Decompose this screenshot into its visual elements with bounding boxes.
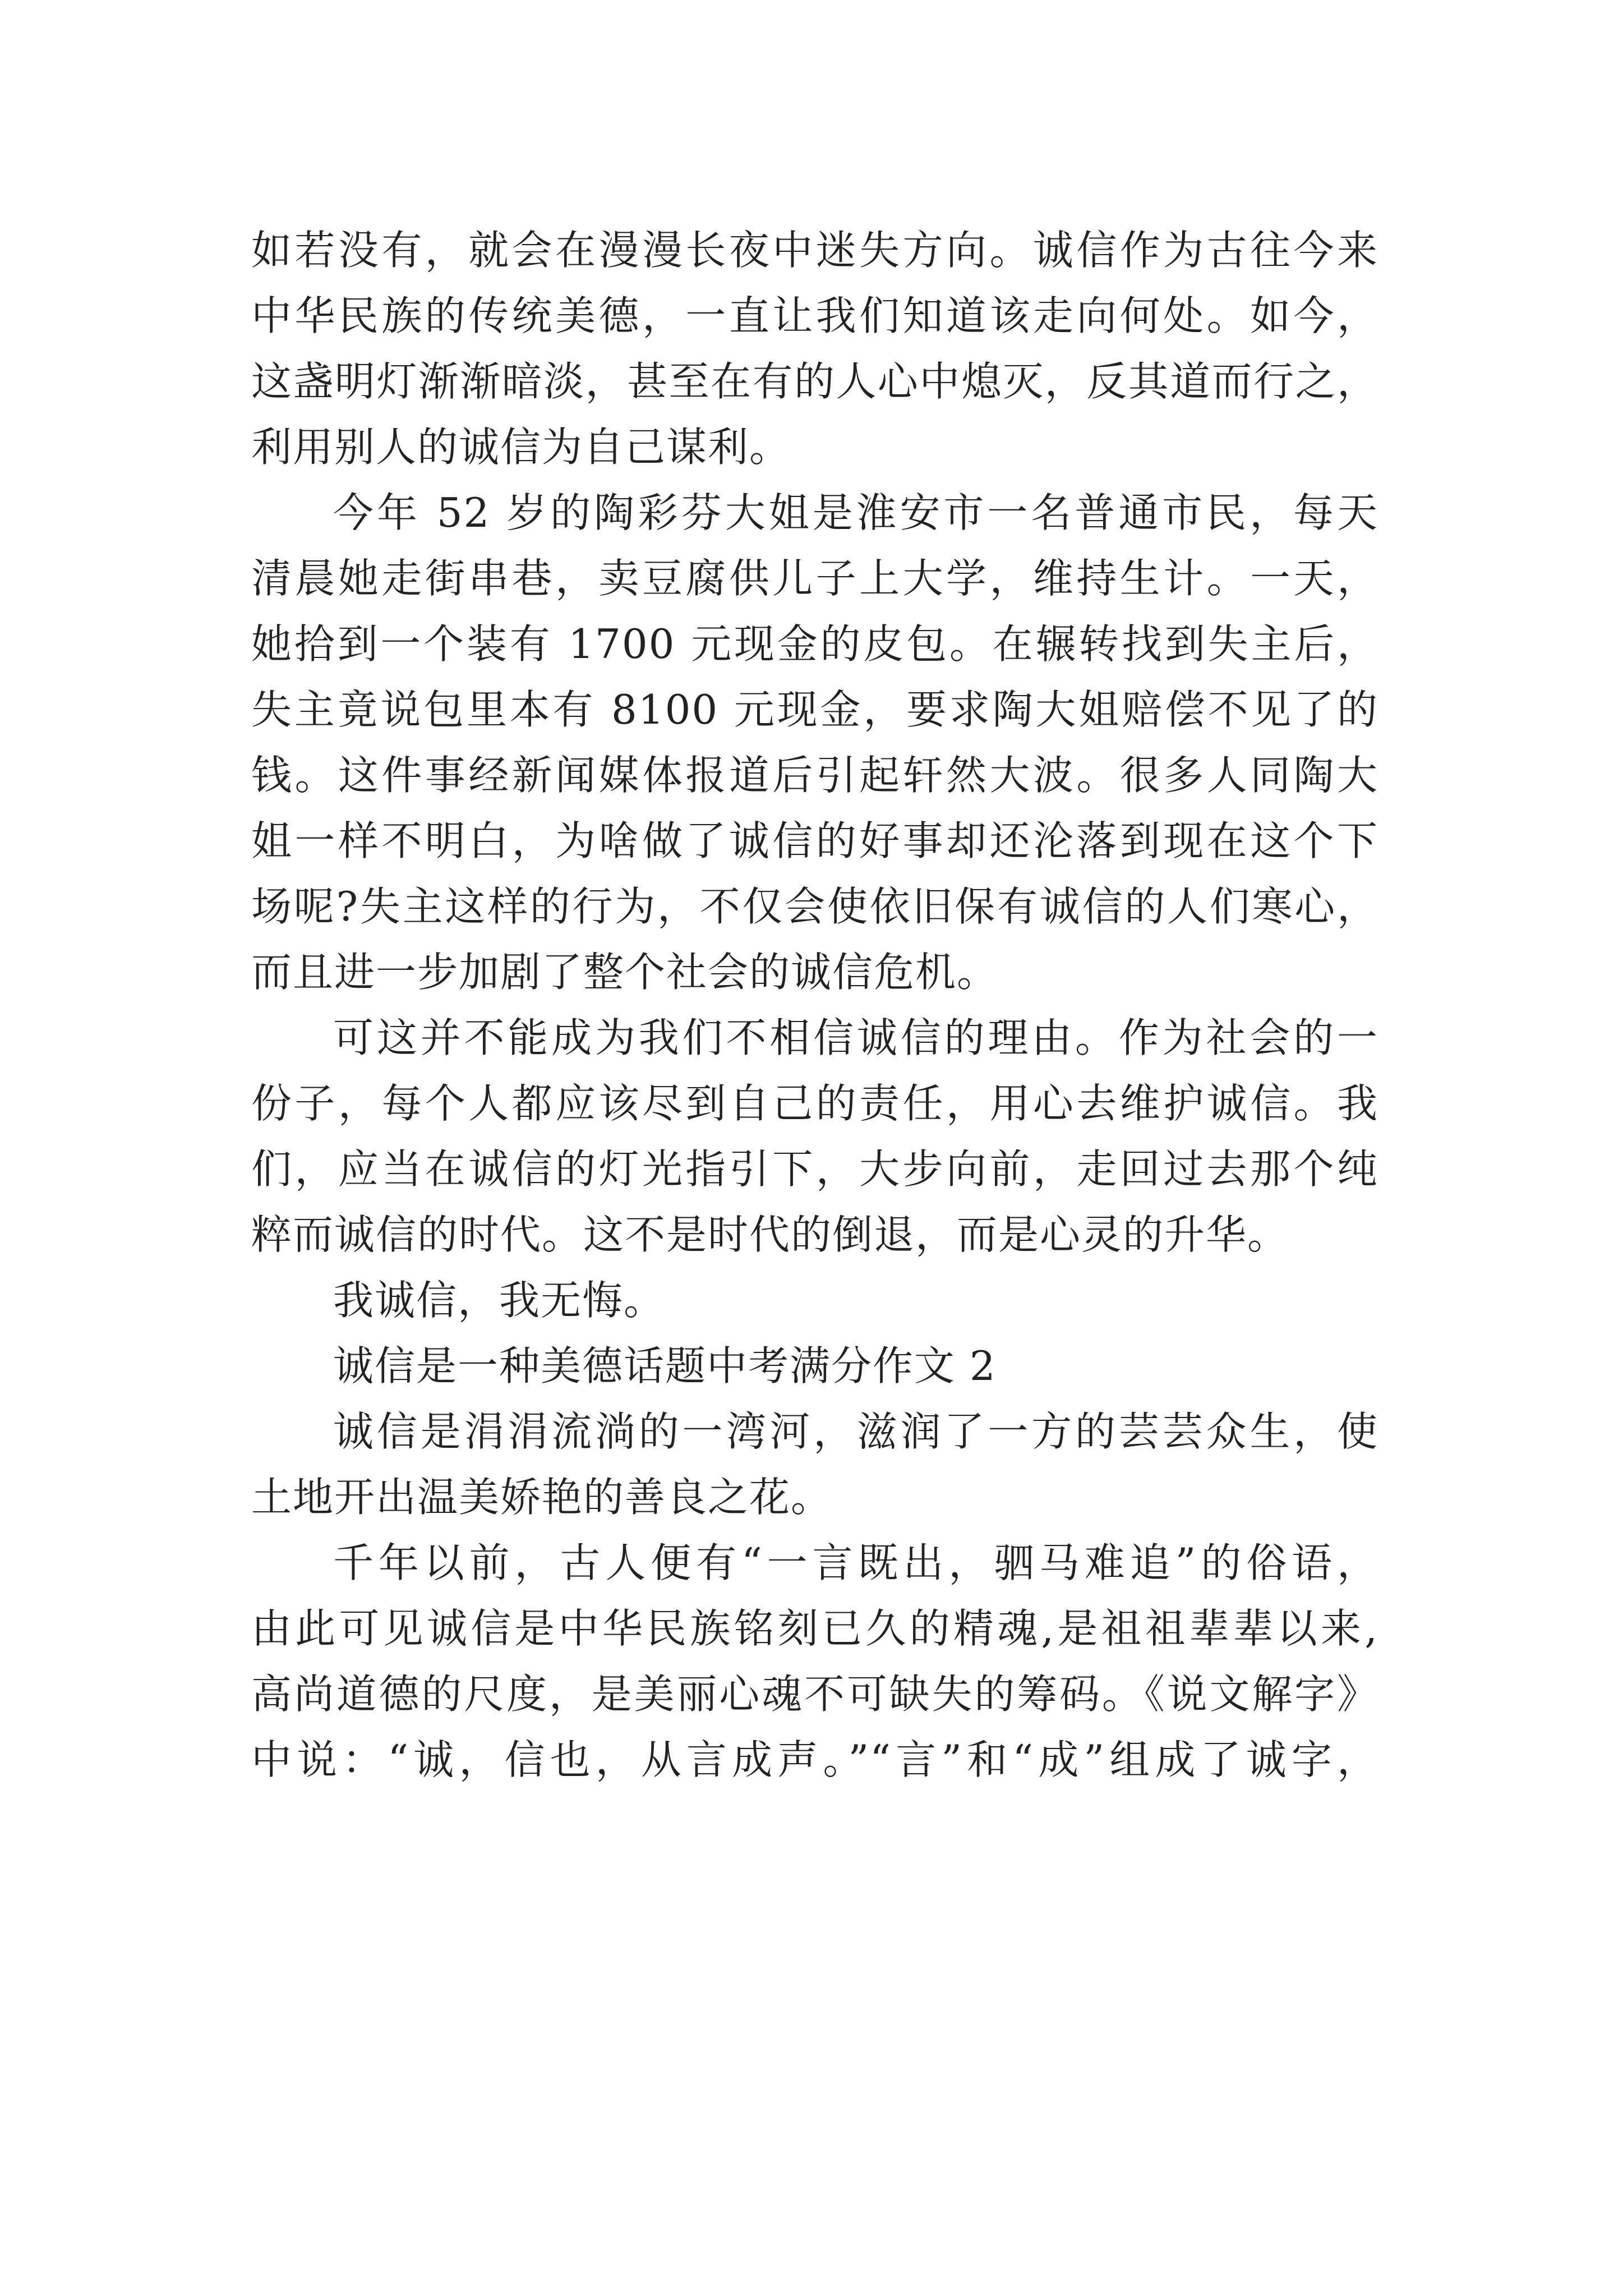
text-line: 土地开出温美娇艳的善良之花。 bbox=[251, 1474, 833, 1521]
text-line: 这盏明灯渐渐暗淡，甚至在有的人心中熄灭，反其道而行之， bbox=[251, 358, 1378, 405]
text-line: 由此可见诚信是中华民族铭刻已久的精魂,是祖祖辈辈以来, bbox=[251, 1605, 1378, 1652]
section-title-text: 诚信是一种美德话题中考满分作文 2 bbox=[333, 1342, 997, 1389]
paragraph-1 bbox=[251, 218, 1378, 480]
text-line: 中说：“诚，信也，从言成声。”“言”和“成”组成了诚字， bbox=[251, 1736, 1378, 1783]
text-line: 今年 52 岁的陶彩芬大姐是淮安市一名普通市民，每天 bbox=[333, 489, 1378, 536]
text-line: 我诚信，我无悔。 bbox=[333, 1277, 666, 1324]
text-line: 诚信是涓涓流淌的一湾河，滋润了一方的芸芸众生，使 bbox=[333, 1408, 1378, 1455]
text-line: 粹而诚信的时代。这不是时代的倒退，而是心灵的升华。 bbox=[251, 1211, 1289, 1258]
paragraph-6 bbox=[251, 1399, 1378, 1530]
paragraph-4 bbox=[251, 1268, 1378, 1333]
text-line: 姐一样不明白，为啥做了诚信的好事却还沦落到现在这个下 bbox=[251, 817, 1378, 864]
text-line: 中华民族的传统美德，一直让我们知道该走向何处。如今， bbox=[251, 292, 1378, 339]
text-line: 高尚道德的尺度，是美丽心魂不可缺失的筹码。《说文解字》 bbox=[251, 1671, 1378, 1718]
text-line: 们，应当在诚信的灯光指引下，大步向前，走回过去那个纯 bbox=[251, 1145, 1378, 1193]
paragraph-7 bbox=[251, 1530, 1378, 1793]
text-line: 失主竟说包里本有 8100 元现金，要求陶大姐赔偿不见了的 bbox=[251, 686, 1378, 733]
text-line: 利用别人的诚信为自己谋利。 bbox=[251, 424, 791, 471]
text-line: 她拾到一个装有 1700 元现金的皮包。在辗转找到失主后， bbox=[251, 620, 1378, 668]
paragraph-2 bbox=[251, 480, 1378, 1005]
text-line: 场呢?失主这样的行为，不仅会使依旧保有诚信的人们寒心， bbox=[251, 883, 1378, 930]
paragraph-3 bbox=[251, 1005, 1378, 1268]
text-line: 千年以前，古人便有“一言既出，驷马难追”的俗语， bbox=[333, 1539, 1378, 1586]
text-line: 如若没有，就会在漫漫长夜中迷失方向。诚信作为古往今来 bbox=[251, 227, 1378, 274]
text-line: 可这并不能成为我们不相信诚信的理由。作为社会的一 bbox=[333, 1014, 1378, 1061]
text-line: 清晨她走街串巷，卖豆腐供儿子上大学，维持生计。一天， bbox=[251, 555, 1378, 602]
section-title bbox=[251, 1333, 1378, 1399]
text-line: 钱。这件事经新闻媒体报道后引起轩然大波。很多人同陶大 bbox=[251, 752, 1378, 799]
text-line: 份子，每个人都应该尽到自己的责任，用心去维护诚信。我 bbox=[251, 1080, 1378, 1127]
document-body bbox=[251, 218, 1378, 1793]
text-line: 而且进一步加剧了整个社会的诚信危机。 bbox=[251, 949, 999, 996]
